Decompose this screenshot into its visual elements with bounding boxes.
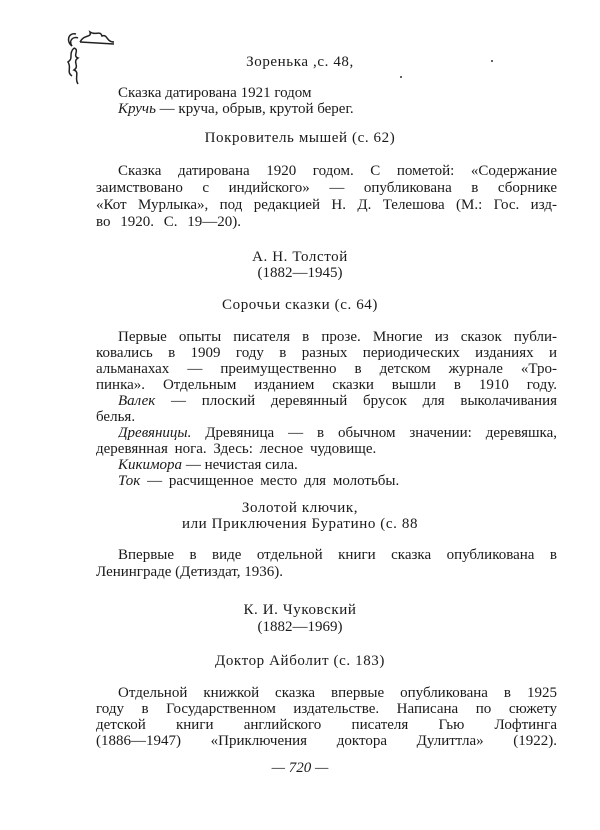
author-name: К. И. Чуковский [243,602,357,618]
scan-speck [400,76,402,78]
note-line: Ленинграде (Детиздат, 1936). [96,564,284,580]
gloss-line [118,393,557,409]
gloss-line: белья. [96,409,136,425]
note-line: пинка». Отдельным изданием сказки вышли в 1910 году. [96,377,557,393]
gloss-line [118,473,399,489]
author-years: (1882—1945) [257,265,343,281]
note-line: «Кот Мурлыка», под редакцией Н. Д. Телешова (М.: Гос. изд- [96,197,557,213]
gloss-term: Кручь [118,101,156,117]
gloss-line [118,101,354,117]
gloss-term: Кикимора [118,457,183,473]
gloss-term: Валек [118,393,156,409]
gloss-text: — круча, обрыв, крутой берег. [155,101,354,117]
note-line: альманахах — преимущественно в детском журнале «Тро- [96,361,557,377]
gloss-term: Древяницы. [118,425,192,441]
section-title: Покровитель мышей (с. 62) [204,130,396,146]
note-line: (1886—1947) «Приключения доктора Дулиттла» (1922). [96,733,557,749]
gloss-text: — плоский деревянный брусок для выколачивания [155,393,557,409]
section-title: Сорочьи сказки (с. 64) [222,297,378,313]
note-line: детской книги английского писателя Гью Лофтинга [96,717,557,733]
note-line [118,85,312,101]
gloss-line [118,425,557,441]
note-line: Впервые в виде отдельной книги сказка опубликована в [118,547,557,563]
gloss-line: деревянная нога. Здесь: лесное чудовище. [96,441,377,457]
section-title: или Приключения Буратино (с. 88 [181,516,419,532]
gloss-text: — расчищенное место для молотьбы. [140,473,400,489]
note-line: Отдельной книжкой сказка впервые опубликована в 1925 [118,685,557,701]
note-line: году в Государственном издательстве. Написана по сюжету [96,701,557,717]
note-line: заимствовано с индийского» — опубликована в сборнике [96,180,557,196]
section-title: Зоренька ,с. 48, [246,54,354,70]
note-line: Первые опыты писателя в прозе. Многие из сказок публи- [118,329,557,345]
gloss-text: Древяница — в обычном значении: деревяшка, [191,425,557,441]
gloss-text: — нечистая сила. [182,457,298,473]
gloss-line [118,457,298,473]
section-title: Доктор Айболит (с. 183) [215,653,385,669]
note-line: Сказка датирована 1920 годом. С пометой: «Содержание [118,163,557,179]
author-name: А. Н. Толстой [252,249,348,265]
section-title: Золотой ключик, [241,500,359,516]
author-years: (1882—1969) [257,619,343,635]
gloss-term: Ток [118,473,141,489]
note-line: во 1920. С. 19—20). [96,214,241,230]
page-number: — 720 — [271,760,329,776]
note-line: ковались в 1909 году в разных периодических изданиях и [96,345,557,361]
note-text: Сказка датирована 1921 годом [118,85,312,101]
